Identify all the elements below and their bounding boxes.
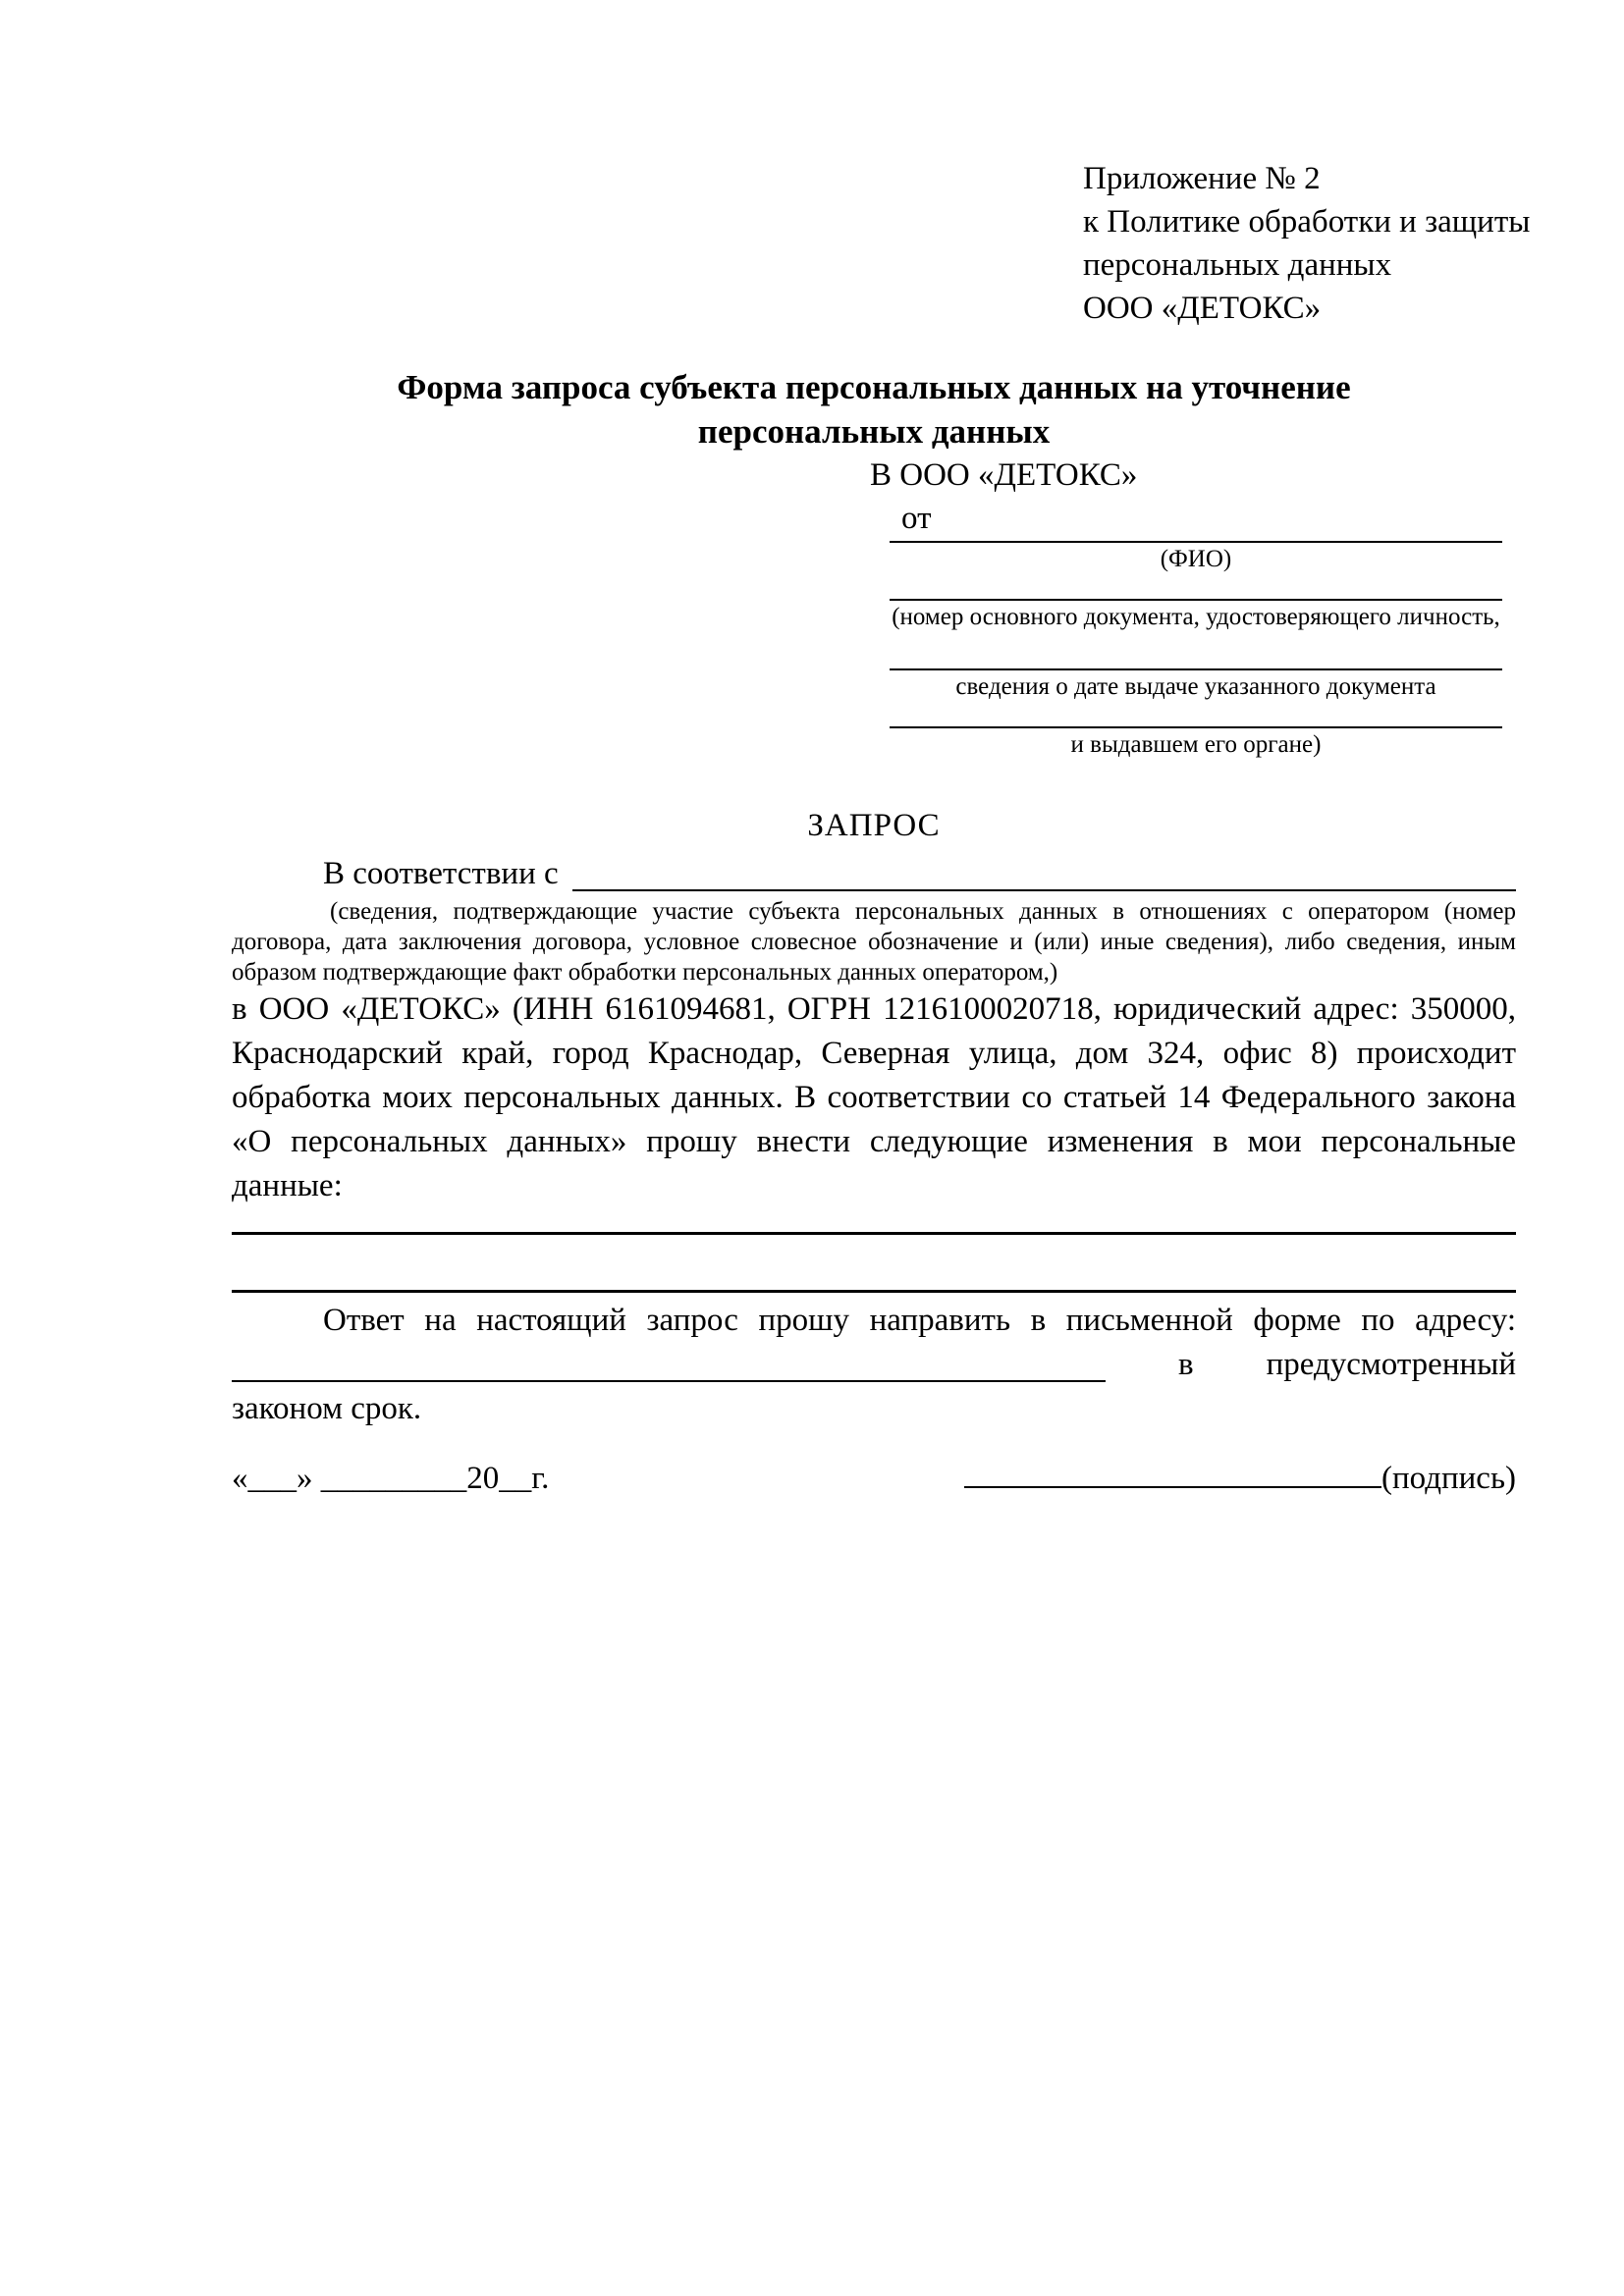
changes-blank-line-2	[232, 1235, 1516, 1293]
signature-blank-line	[964, 1486, 1381, 1488]
signature-area	[964, 1457, 1516, 1501]
accordance-blank-line	[572, 889, 1516, 891]
addressee-from: от	[901, 501, 932, 536]
accordance-prefix: В соответствии с	[323, 856, 559, 891]
issue-date-blank-line	[890, 633, 1502, 670]
changes-blank-line-1	[232, 1208, 1516, 1235]
signature-label: (подпись)	[1381, 1461, 1516, 1496]
accordance-note: (сведения, подтверждающие участие субъекта персональных данных в отношениях с оператором (номер договора, дата заключения договора, условное словесное обозначение и (или) иные сведения), либо сведения, иным образом подтверждающие факт обработки персональных данных оператором,)	[232, 898, 1516, 986]
request-heading: ЗАПРОС	[807, 808, 941, 843]
issuing-authority-label: и выдавшем его органе)	[1070, 731, 1322, 758]
reply-address-blank-row	[232, 1343, 1516, 1387]
reply-closing: законом срок.	[232, 1391, 422, 1426]
issue-date-label: сведения о дате выдаче указанного документа	[955, 673, 1436, 700]
reply-word-predusmotrennyj: предусмотренный	[1266, 1347, 1516, 1382]
annex-header-line: к Политике обработки и защиты	[1083, 204, 1531, 240]
document-number-label: (номер основного документа, удостоверяющего личность,	[892, 604, 1500, 630]
fio-label: (ФИО)	[1160, 546, 1232, 572]
annex-header-line: ООО «ДЕТОКС»	[1083, 291, 1322, 326]
annex-header-line: персональных данных	[1083, 247, 1392, 283]
issuing-authority-blank-line	[890, 703, 1502, 728]
reply-address-sentence: Ответ на настоящий запрос прошу направить в письменной форме по адресу:	[323, 1303, 1516, 1338]
addressee-block	[870, 454, 1502, 761]
addressee-to: В ООО «ДЕТОКС»	[870, 457, 1138, 493]
accordance-line	[232, 852, 1516, 896]
request-body: в ООО «ДЕТОКС» (ИНН 6161094681, ОГРН 1216100020718, юридический адрес: 350000, Краснодарский край, город Краснодар, Северная улица, дом 324, офис 8) происходит обработка моих персональных данных. В соответствии со статьей 14 Федерального закона «О персональных данных» прошу внести следующие изменения в мои персональные данные:	[232, 991, 1516, 1203]
annex-header-line: Приложение № 2	[1083, 161, 1321, 196]
annex-header	[1083, 157, 1531, 330]
date-blank: «___» _________20__г.	[232, 1461, 550, 1496]
document-title: Форма запроса субъекта персональных данных на уточнение персональных данных	[397, 368, 1351, 451]
document-number-blank-line	[890, 575, 1502, 601]
date-signature-row	[232, 1457, 1516, 1501]
reply-word-v: в	[1178, 1347, 1194, 1382]
reply-address-blank-line	[232, 1380, 1106, 1382]
